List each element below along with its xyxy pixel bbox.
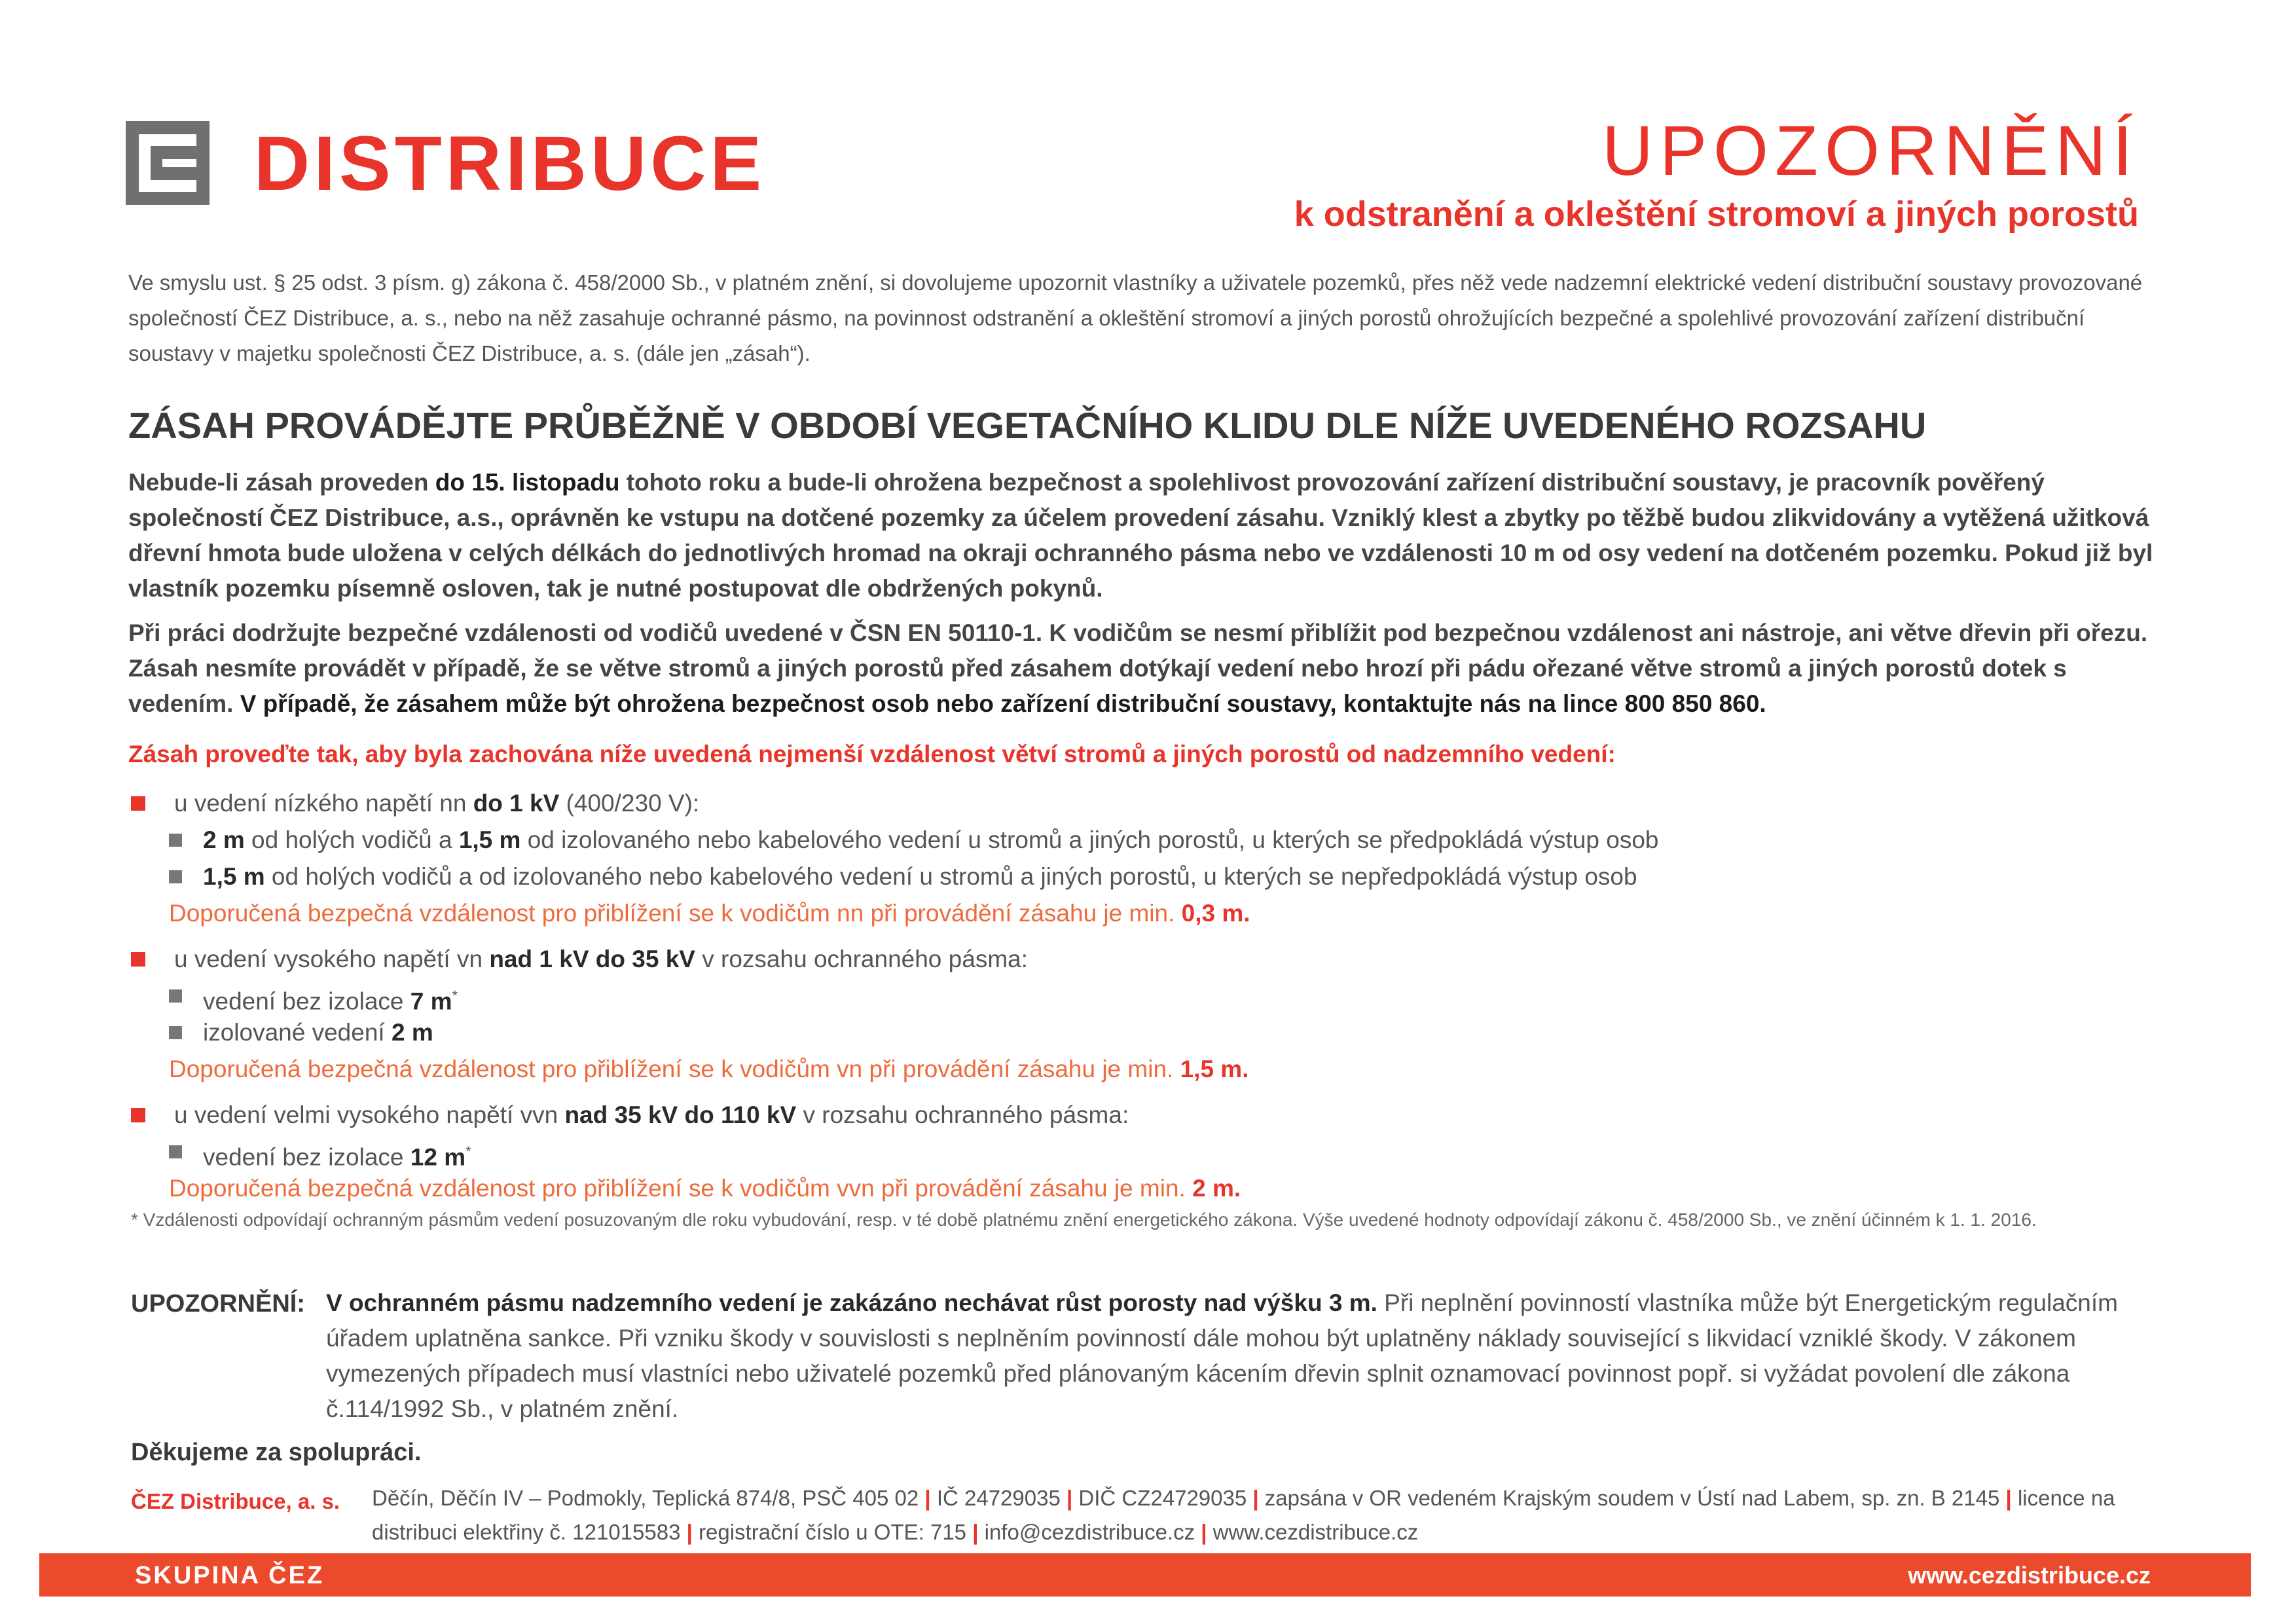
warning-label: UPOZORNĚNÍ:	[131, 1290, 305, 1318]
red-bullet-icon	[131, 952, 145, 967]
warning-text: V ochranném pásmu nadzemního vedení je zakázáno nechávat růst porosty nad výšku 3 m. Při neplnění povinností vlastníka může být Energetickým regulačním úřadem uplatněna sankce. Při vzniku škody v souvislosti s neplněním povinností dále mohou být uplatněny náklady související s likvidací vzniklé škody. V zákonem vymezených případech musí vlastníci nebo uživatelé pozemků před plánovaným kácením dřevin splnit oznamovací povinnost popř. si vyžádat povolení dle zákona č.114/1992 Sb., v platném znění.	[326, 1289, 2118, 1422]
page-subtitle: k odstranění a okleštění stromoví a jiných porostů	[1294, 194, 2139, 234]
safety-paragraph: Při práci dodržujte bezpečné vzdálenosti od vodičů uvedené v ČSN EN 50110-1. K vodičům se nesmí přiblížit pod bezpečnou vzdálenost ani nástroje, ani větve dřevin při ořezu. Zásah nesmíte provádět v případě, že se větve stromů a jiných porostů před zásahem dotýkají vedení nebo hrozí při pádu ořezané větve stromů a jiných porostů dotek s vedením. V případě, že zásahem může být ohrožena bezpečnost osob nebo zařízení distribuční soustavy, kontaktujte nás na lince 800 850 860.	[128, 619, 2148, 717]
page-title: UPOZORNĚNÍ	[1601, 111, 2139, 190]
grey-bullet-icon	[169, 834, 182, 847]
recommendation-vvn: Doporučená bezpečná vzdálenost pro přiblížení se k vodičům vvn při provádění zásahu je min. 2 m.	[169, 1175, 1241, 1202]
intro-paragraph: Ve smyslu ust. § 25 odst. 3 písm. g) zákona č. 458/2000 Sb., v platném znění, si dovolujeme upozornit vlastníky a uživatele pozemků, přes něž vede nadzemní elektrické vedení distribuční soustavy provozované společností ČEZ Distribuce, a. s., nebo na něž zasahuje ochranné pásmo, na povinnost odstranění a okleštění stromoví a jiných porostů ohrožujících bezpečné a spolehlivé provozování zařízení distribuční soustavy v majetku společnosti ČEZ Distribuce, a. s. (dále jen „zásah“).	[128, 270, 2143, 365]
recommendation-nn: Doporučená bezpečná vzdálenost pro přiblížení se k vodičům nn při provádění zásahu je min. 0,3 m.	[169, 900, 1250, 927]
deadline-paragraph: Nebude-li zásah proveden do 15. listopadu tohoto roku a bude-li ohrožena bezpečnost a spolehlivost provozování zařízení distribuční soustavy, je pracovník pověřený společností ČEZ Distribuce, a.s., oprávněn ke vstupu na dotčené pozemky za účelem provedení zásahu. Vzniklý klest a zbytky po těžbě budou zlikvidovány a vytěžená užitková dřevní hmota bude uložena v celých délkách do jednotlivých hromad na okraji ochranného pásma nebo ve vzdálenosti 10 m od osy vedení na dotčeném pozemku. Pokud již byl vlastník pozemku písemně osloven, tak je nutné postupovat dle obdržených pokynů.	[128, 469, 2153, 602]
grey-bullet-icon	[169, 1145, 182, 1158]
hotline-sentence: V případě, že zásahem může být ohrožena bezpečnost osob nebo zařízení distribuční soustavy, kontaktujte nás na lince 800 850 860.	[240, 690, 1766, 717]
thanks-text: Děkujeme za spolupráci.	[131, 1439, 422, 1466]
footnote: * Vzdálenosti odpovídají ochranným pásmům vedení posuzovaným dle roku vybudování, resp. v té době platnému znění energetického zákona. Výše uvedené hodnoty odpovídají zákonu č. 458/2000 Sb., ve znění účinném k 1. 1. 2016.	[131, 1209, 2037, 1230]
red-bullet-icon	[131, 1108, 145, 1122]
brand-name: DISTRIBUCE	[254, 120, 766, 207]
company-details: Děčín, Děčín IV – Podmokly, Teplická 874/8, PSČ 405 02 | IČ 24729035 | DIČ CZ24729035 | zapsána v OR vedeném Krajským soudem v Ústí nad Labem, sp. zn. B 2145 | licence na distribuci elektřiny č. 121015583 | registrační číslo u OTE: 715 | info@cezdistribuce.cz | www.cezdistribuce.cz	[372, 1486, 2115, 1544]
footer-website-link[interactable]: www.cezdistribuce.cz	[1908, 1562, 2151, 1589]
company-name: ČEZ Distribuce, a. s.	[131, 1489, 340, 1513]
distance-heading: Zásah proveďte tak, aby byla zachována níže uvedená nejmenší vzdálenost větví stromů a jiných porostů od nadzemního vedení:	[128, 741, 1616, 767]
recommendation-vn: Doporučená bezpečná vzdálenost pro přiblížení se k vodičům vn při provádění zásahu je min. 1,5 m.	[169, 1056, 1249, 1082]
deadline: do 15. listopadu	[435, 469, 620, 496]
website-link[interactable]: www.cezdistribuce.cz	[1212, 1520, 1419, 1544]
email-link[interactable]: info@cezdistribuce.cz	[984, 1520, 1195, 1544]
red-bullet-icon	[131, 796, 145, 811]
footer-group-name: SKUPINA ČEZ	[135, 1562, 325, 1589]
main-headline: ZÁSAH PROVÁDĚJTE PRŮBĚŽNĚ V OBDOBÍ VEGETAČNÍHO KLIDU DLE NÍŽE UVEDENÉHO ROZSAHU	[128, 405, 1927, 446]
cez-logo-icon	[126, 121, 210, 205]
grey-bullet-icon	[169, 989, 182, 1003]
grey-bullet-icon	[169, 870, 182, 883]
grey-bullet-icon	[169, 1026, 182, 1039]
